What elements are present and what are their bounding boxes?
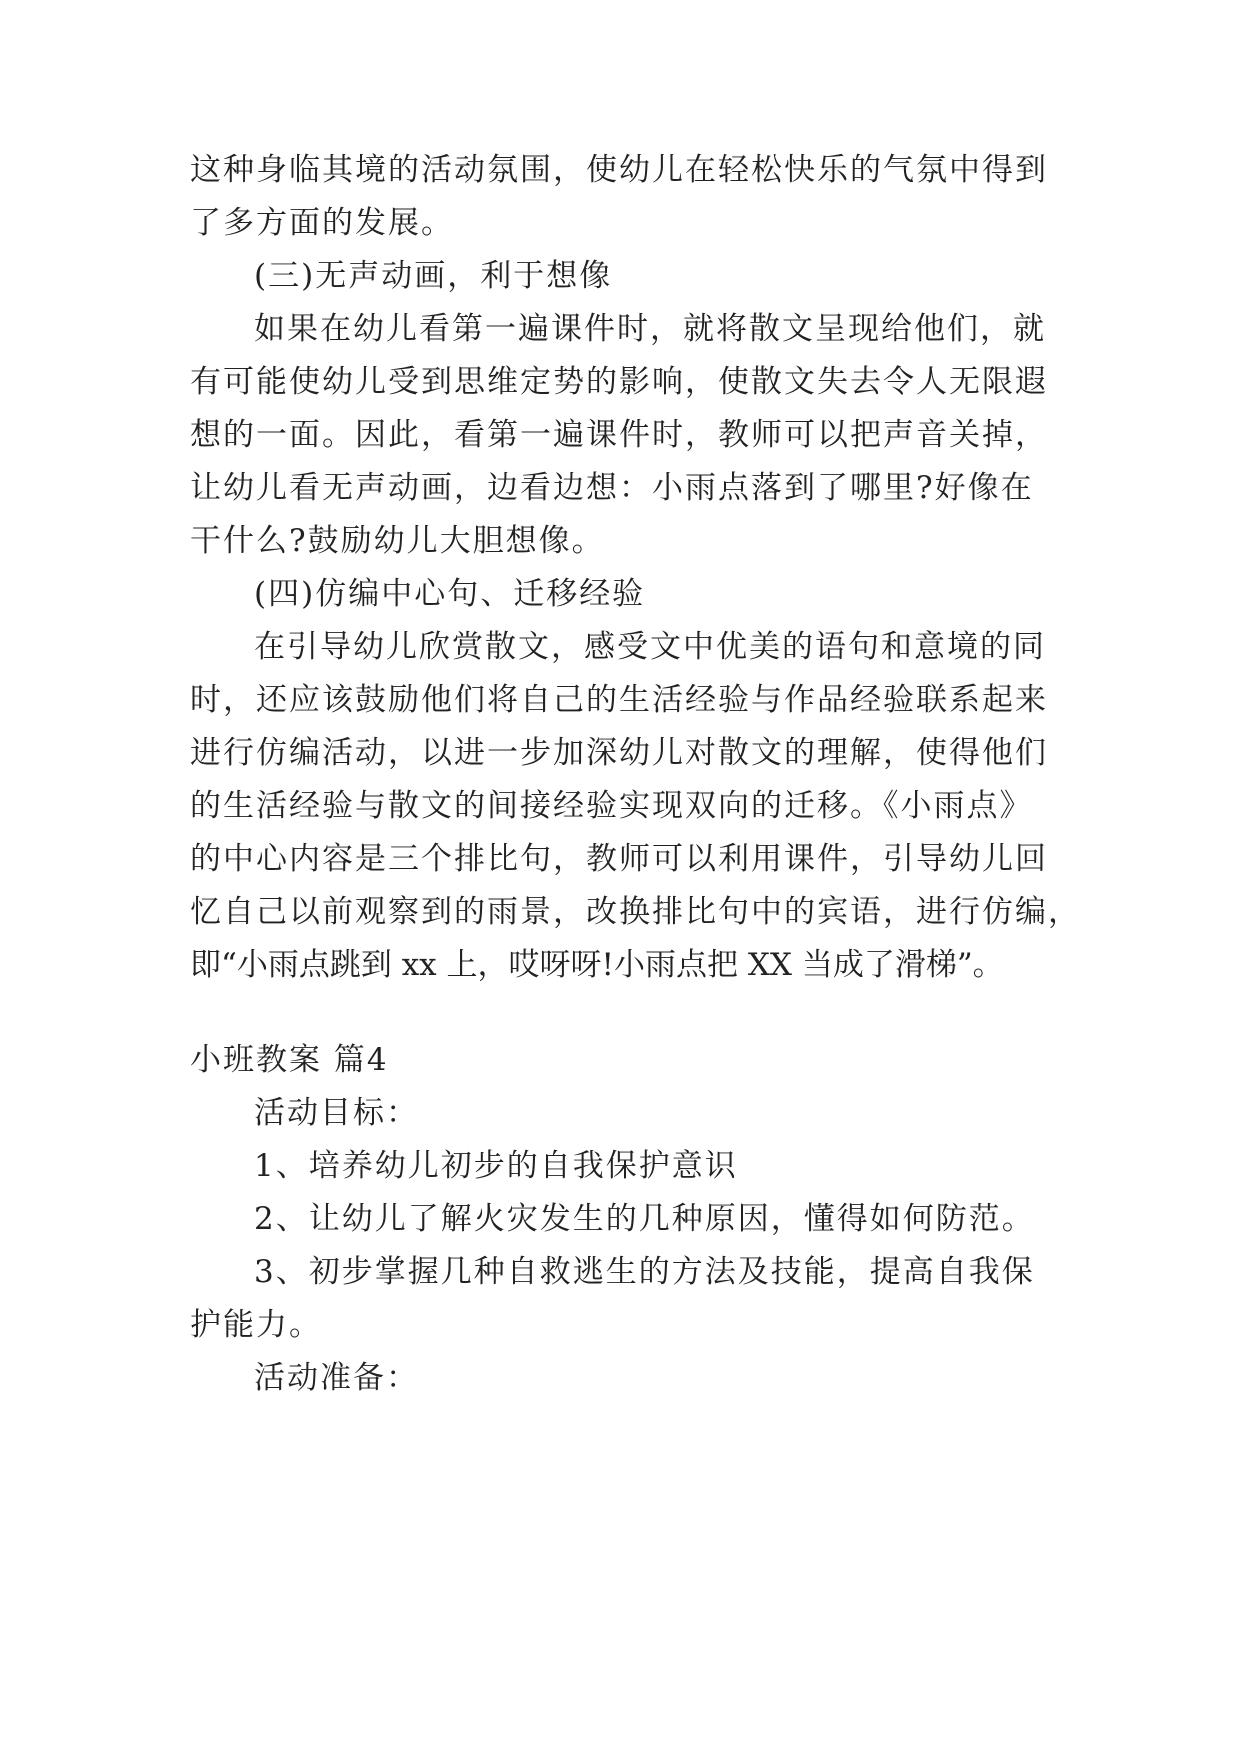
list-item: 护能力。 [190, 1307, 322, 1343]
list-item: 1、培养幼儿初步的自我保护意识 [254, 1148, 738, 1184]
section-heading: (四)仿编中心句、迁移经验 [254, 576, 646, 612]
paragraph-line: 了多方面的发展。 [190, 205, 454, 241]
paragraph-line: 的中心内容是三个排比句，教师可以利用课件，引导幼儿回 [190, 841, 1048, 877]
paragraph-line: 在引导幼儿欣赏散文，感受文中优美的语句和意境的同 [254, 629, 1046, 665]
paragraph-line: 有可能使幼儿受到思维定势的影响，使散文失去令人无限遐 [190, 364, 1048, 400]
paragraph-line: 的生活经验与散文的间接经验实现双向的迁移。《小雨点》 [190, 788, 1033, 824]
paragraph-line: 进行仿编活动，以进一步加深幼儿对散文的理解，使得他们 [190, 735, 1048, 771]
paragraph-line: 即“小雨点跳到 xx 上，哎呀呀!小雨点把 XX 当成了滑梯”。 [190, 947, 1004, 983]
list-item: 3、初步掌握几种自救逃生的方法及技能，提高自我保 [254, 1254, 1035, 1290]
section-heading: (三)无声动画，利于想像 [254, 258, 613, 294]
paragraph-line: 忆自己以前观察到的雨景，改换排比句中的宾语，进行仿编， [190, 894, 1081, 930]
paragraph-line: 想的一面。因此，看第一遍课件时，教师可以把声音关掉， [190, 417, 1048, 453]
paragraph-line: 干什么?鼓励幼儿大胆想像。 [190, 523, 605, 559]
list-item: 2、让幼儿了解火灾发生的几种原因，懂得如何防范。 [254, 1201, 1035, 1237]
lesson-plan-title: 小班教案 篇4 [190, 1042, 389, 1078]
paragraph-line: 让幼儿看无声动画，边看边想：小雨点落到了哪里?好像在 [190, 470, 1034, 506]
section-heading: 活动目标： [254, 1095, 419, 1131]
section-heading: 活动准备： [254, 1360, 419, 1396]
paragraph-line: 这种身临其境的活动氛围，使幼儿在轻松快乐的气氛中得到 [190, 152, 1048, 188]
paragraph-line: 如果在幼儿看第一遍课件时，就将散文呈现给他们，就 [254, 311, 1046, 347]
paragraph-line: 时，还应该鼓励他们将自己的生活经验与作品经验联系起来 [190, 682, 1048, 718]
